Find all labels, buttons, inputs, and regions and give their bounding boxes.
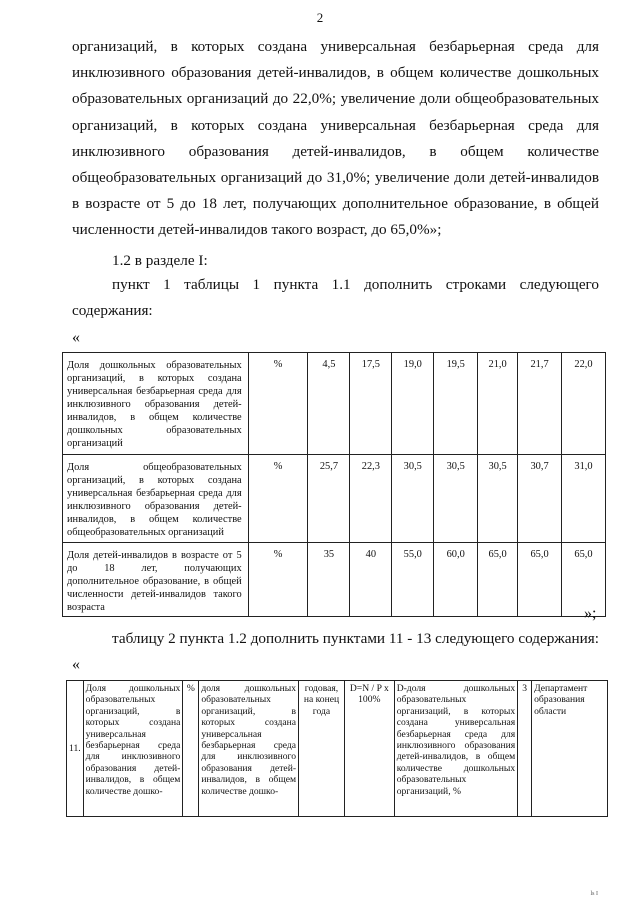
instruction-table1: пункт 1 таблицы 1 пункта 1.1 дополнить строками следующего содержания: xyxy=(72,276,599,320)
footer-mark: ls I xyxy=(590,891,598,897)
row-value: 30,5 xyxy=(478,455,518,543)
row-number: 11. xyxy=(67,681,84,817)
instruction-table2: таблицу 2 пункта 1.2 дополнить пунктами 11 - 13 следующего содержания: xyxy=(112,630,599,647)
row-value: 40 xyxy=(350,543,392,617)
row-value: 22,3 xyxy=(350,455,392,543)
row-value: 65,0 xyxy=(562,543,606,617)
row-value: 4,5 xyxy=(308,353,350,455)
row-value: 65,0 xyxy=(478,543,518,617)
open-quote-2: « xyxy=(72,656,80,673)
indicator-periodicity: годовая, на конец года xyxy=(299,681,345,817)
row-value: 19,0 xyxy=(392,353,434,455)
page-number: 2 xyxy=(316,10,324,25)
row-value: 31,0 xyxy=(562,455,606,543)
row-value: 21,0 xyxy=(478,353,518,455)
row-description: Доля дошкольных образовательных организаций, в которых создана универсальная безбарьерная среда для инклюзивного образования детей-инвалидов, в общем количестве дошкольных образовательных организаций xyxy=(63,353,249,455)
intro-paragraph: организаций, в которых создана универсальная безбарьерная среда для инклюзивного образования детей-инвалидов, в общем количестве дошкольных образовательных организаций до 22,0%; увеличение доли общеобразовательных организаций, в которых создана универсальная безбарьерная среда для инклюзивного образования детей-инвалидов, в общем количестве общеобразовательных организаций до 31,0%; увеличение доли детей-инвалидов в возрасте от 5 до 18 лет, получающих дополнительное образование, в общей численности детей-инвалидов такого возраст, до 65,0%»; xyxy=(72,38,599,239)
section-heading: 1.2 в разделе I: xyxy=(112,252,208,269)
indicator-method: 3 xyxy=(518,681,532,817)
table-row xyxy=(63,455,606,543)
row-value: 30,5 xyxy=(392,455,434,543)
indicator-table-2 xyxy=(66,680,608,817)
close-quote-1: »; xyxy=(584,605,597,622)
indicator-formula: D=N / P x 100% xyxy=(344,681,394,817)
row-value: 65,0 xyxy=(518,543,562,617)
row-unit: % xyxy=(248,455,308,543)
table-row xyxy=(63,353,606,455)
row-value: 22,0 xyxy=(562,353,606,455)
open-quote-1: « xyxy=(72,329,80,346)
indicator-responsible: Департамент образования области xyxy=(532,681,608,817)
row-value: 17,5 xyxy=(350,353,392,455)
row-description: Доля общеобразовательных организаций, в которых создана универсальная безбарьерная среда для инклюзивного образования детей-инвалидов, в общем количестве общеобразовательных организаций xyxy=(63,455,249,543)
table-row xyxy=(63,543,606,617)
row-value: 60,0 xyxy=(434,543,478,617)
table-row xyxy=(67,681,608,817)
indicator-explanation: D-доля дошкольных образовательных организаций, в которых создана универсальная безбарьерная среда для инклюзивного образования детей-инвалидов, в общем количестве дошкольных образовательных организаций, % xyxy=(394,681,517,817)
row-value: 30,5 xyxy=(434,455,478,543)
row-value: 35 xyxy=(308,543,350,617)
indicator-table-1 xyxy=(62,352,606,617)
indicator-definition: доля дошкольных образовательных организаций, в которых создана универсальная безбарьерная среда для инклюзивного образования детей-инвалидов, в общем количестве дошко- xyxy=(199,681,299,817)
indicator-name: Доля дошкольных образовательных организаций, в которых создана универсальная безбарьерная среда для инклюзивного образования детей-инвалидов, в общем количестве дошко- xyxy=(83,681,183,817)
row-unit: % xyxy=(248,543,308,617)
row-description: Доля детей-инвалидов в возрасте от 5 до 18 лет, получающих дополнительное образование, в общей численности детей-инвалидов такого возраста xyxy=(63,543,249,617)
row-value: 21,7 xyxy=(518,353,562,455)
indicator-unit: % xyxy=(183,681,199,817)
row-unit: % xyxy=(248,353,308,455)
row-value: 55,0 xyxy=(392,543,434,617)
row-value: 19,5 xyxy=(434,353,478,455)
row-value: 30,7 xyxy=(518,455,562,543)
row-value: 25,7 xyxy=(308,455,350,543)
